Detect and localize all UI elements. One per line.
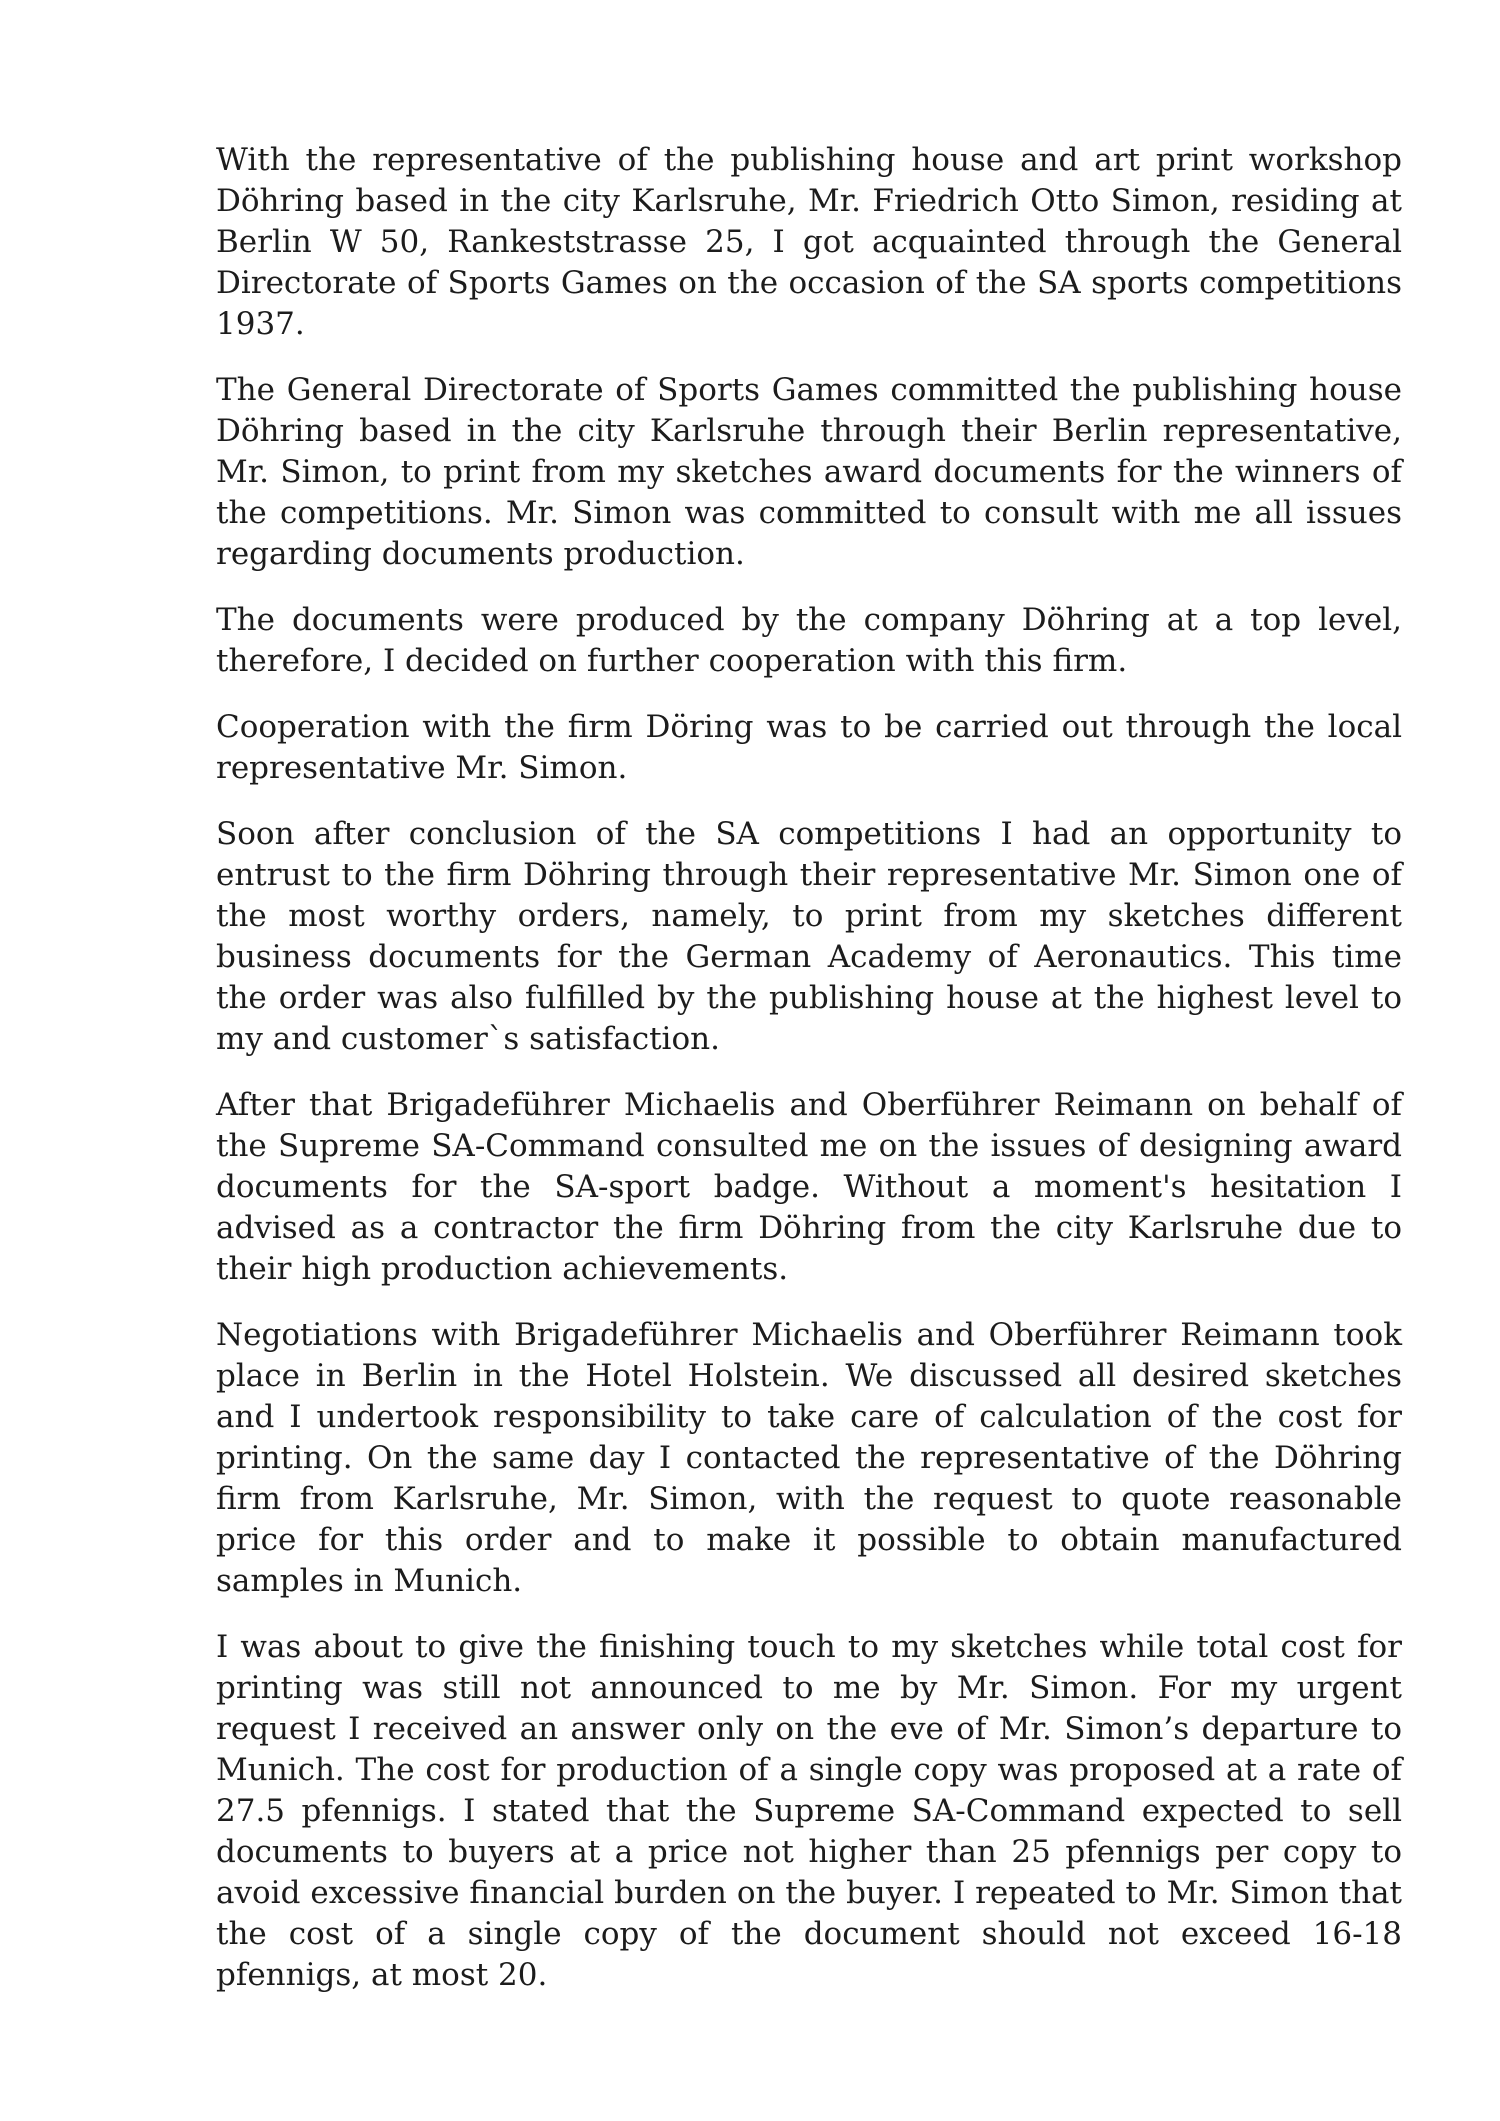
paragraph-7: Negotiations with Brigadeführer Michaelis and Oberführer Reimann took place in Berlin in the Hotel Holstein. We discussed all desired sketches and I undertook responsibility to take care of calculation of the cost for printing. On the same day I contacted the representative of the Döhring firm from Karlsruhe, Mr. Simon, with the request to quote reasonable price for this order and to make it possible to obtain manufactured samples in Munich. bbox=[216, 1317, 1402, 1599]
paragraph-6: After that Brigadeführer Michaelis and Oberführer Reimann on behalf of the Supreme SA-Command consulted me on the issues of designing award documents for the SA-sport badge. Without a moment's hesitation I advised as a contractor the firm Döhring from the city Karlsruhe due to their high production achievements. bbox=[216, 1087, 1402, 1287]
document-body bbox=[216, 140, 1402, 2021]
paragraph-3: The documents were produced by the company Döhring at a top level, therefore, I decided on further cooperation with this firm. bbox=[216, 602, 1402, 679]
paragraph-5: Soon after conclusion of the SA competitions I had an opportunity to entrust to the firm Döhring through their representative Mr. Simon one of the most worthy orders, namely, to print from my sketches different business documents for the German Academy of Aeronautics. This time the order was also fulfilled by the publishing house at the highest level to my and customer`s satisfaction. bbox=[216, 816, 1402, 1057]
paragraph-8: I was about to give the finishing touch to my sketches while total cost for printing was still not announced to me by Mr. Simon. For my urgent request I received an answer only on the eve of Mr. Simon’s departure to Munich. The cost for production of a single copy was proposed at a rate of 27.5 pfennigs. I stated that the Supreme SA-Command expected to sell documents to buyers at a price not higher than 25 pfennigs per copy to avoid excessive financial burden on the buyer. I repeated to Mr. Simon that the cost of a single copy of the document should not exceed 16-18 pfennigs, at most 20. bbox=[216, 1629, 1402, 1993]
paragraph-2: The General Directorate of Sports Games committed the publishing house Döhring based in the city Karlsruhe through their Berlin representative, Mr. Simon, to print from my sketches award documents for the winners of the competitions. Mr. Simon was committed to consult with me all issues regarding documents production. bbox=[216, 372, 1402, 572]
paragraph-4: Cooperation with the firm Döring was to be carried out through the local representative Mr. Simon. bbox=[216, 709, 1402, 786]
paragraph-1: With the representative of the publishing house and art print workshop Döhring based in the city Karlsruhe, Mr. Friedrich Otto Simon, residing at Berlin W 50, Rankeststrasse 25, I got acquainted through the General Directorate of Sports Games on the occasion of the SA sports competitions 1937. bbox=[216, 142, 1402, 342]
